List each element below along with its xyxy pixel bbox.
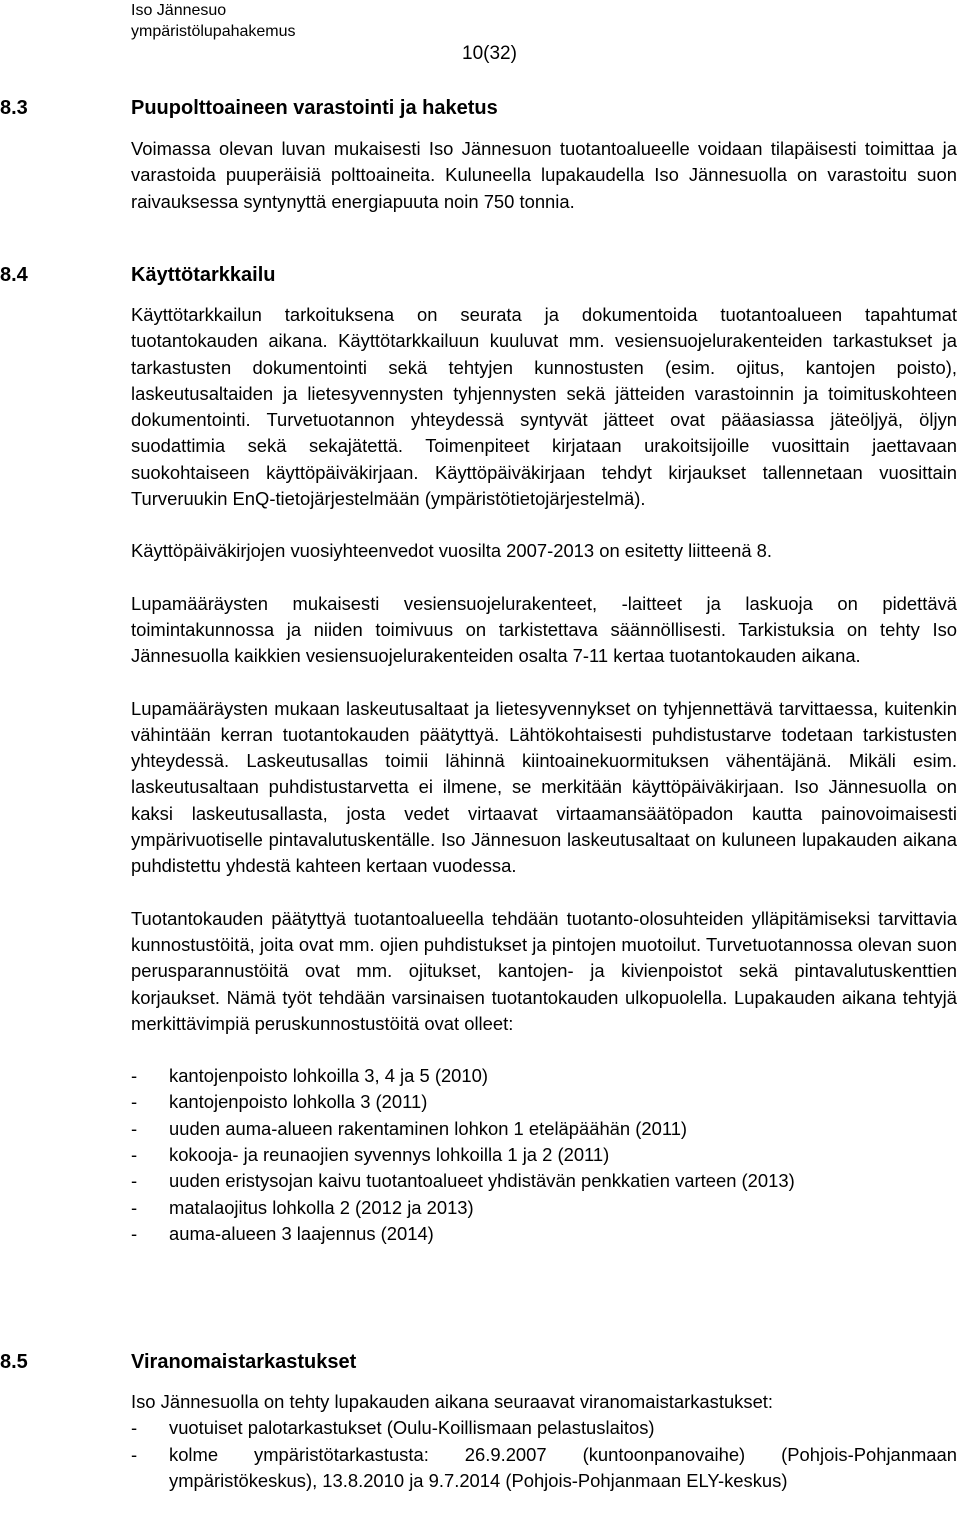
page-number: 10(32) <box>462 43 517 64</box>
section-8-5-body <box>131 1389 957 1494</box>
maintenance-work-list <box>131 1063 957 1247</box>
section-8-4-number: 8.4 <box>0 264 28 286</box>
list-item: - uuden auma-alueen rakentaminen lohkon 1 eteläpäähän (2011) <box>131 1116 957 1142</box>
paragraph: Käyttöpäiväkirjojen vuosiyhteenvedot vuosilta 2007-2013 on esitetty liitteenä 8. <box>131 540 773 562</box>
header-document-type: ympäristölupahakemus <box>131 23 296 40</box>
paragraph: Lupamääräysten mukaisesti vesiensuojelurakenteet, -laitteet ja laskuoja on pidettävä toimintakunnossa ja niiden toimivuus on tarkistettava säännöllisesti. Tarkistuksia on tehty Iso Jännesuolla kaikkien vesiensuojelurakenteiden osalta 7-11 kertaa tuotantokauden aikana. <box>131 592 957 667</box>
list-item: - matalaojitus lohkolla 2 (2012 ja 2013) <box>131 1195 957 1221</box>
list-item: - vuotuiset palotarkastukset (Oulu-Koillismaan pelastuslaitos) <box>131 1415 957 1441</box>
paragraph: Tuotantokauden päätyttyä tuotantoalueella tehdään tuotanto-olosuhteiden ylläpitämiseksi tarvittavia kunnostustöitä, joita ovat mm. ojien puhdistukset ja pintojen muotoilut. Turvetuotannossa olevan suon perusparannustöitä ovat mm. ojitukset, kantojen- ja kivienpoistot sekä pintavalutuskenttien korjaukset. Nämä työt tehdään varsinaisen tuotantokauden ulkopuolella. Lupakauden aikana tehtyjä merkittävimpiä peruskunnostustöitä ovat olleet: <box>131 907 957 1034</box>
paragraph: Iso Jännesuolla on tehty lupakauden aikana seuraavat viranomaistarkastukset: <box>131 1391 774 1412</box>
list-item: - kantojenpoisto lohkoilla 3, 4 ja 5 (2010) <box>131 1063 957 1089</box>
section-8-5-number: 8.5 <box>0 1351 28 1373</box>
inspections-list <box>131 1415 957 1494</box>
list-item: - kokooja- ja reunaojien syvennys lohkoilla 1 ja 2 (2011) <box>131 1142 957 1168</box>
paragraph: Lupamääräysten mukaan laskeutusaltaat ja lietesyvennykset on tyhjennettävä tarvittaessa, kuitenkin vähintään kerran tuotantokauden päätyttyä. Lähtökohtaisesti puhdistustarve todetaan tarkistusten yhteydessä. Laskeutusallas toimii lähinnä kiintoainekuormituksen vähentäjänä. Mikäli esim. laskeutusaltaan puhdistustarvetta ei ilmene, se merkitään käyttöpäiväkirjaan. Iso Jännesuolla on kaksi laskeutusallasta, josta vedet virtaavat virtaamansäätöpadon kautta painovoimaisesti ympärivuotiselle pintavalutuskentälle. Iso Jännesuon laskeutusaltaat on kuluneen lupakauden aikana puhdistettu yhdestä kahteen kertaan vuodessa. <box>131 697 957 877</box>
section-8-3-number: 8.3 <box>0 97 28 119</box>
section-8-4-body <box>131 302 957 1247</box>
section-8-3-paragraph: Voimassa olevan luvan mukaisesti Iso Jännesuon tuotantoalueelle voidaan tilapäisesti toimittaa ja varastoida puuperäisiä polttoaineita. Kuluneella lupakaudella Iso Jännesuolla on varastoitu suon raivauksessa syntynyttä energiapuuta noin 750 tonnia. <box>131 138 957 212</box>
paragraph: Käyttötarkkailun tarkoituksena on seurata ja dokumentoida tuotantoalueen tapahtumat tuotantokauden aikana. Käyttötarkkailuun kuuluvat mm. vesiensuojelurakenteiden tarkastukset ja tarkastusten dokumentointi sekä tehtyjen kunnostusten (esim. ojitus, kantojen poisto), laskeutusaltaiden ja lietesyvennysten tyhjennysten sekä jätteiden varastoinnin ja toimituskohteen dokumentointi. Turvetuotannon yhteydessä syntyvät jätteet ovat pääasiassa jäteöljyä, öljyn suodattimia sekä sekajätettä. Toimenpiteet kirjataan urakoitsijoille vuosittain jaettavaan suokohtaiseen käyttöpäiväkirjaan. Käyttöpäiväkirjaan tehdyt kirjaukset tallennetaan vuosittain Turveruukin EnQ-tietojärjestelmään (ympäristötietojärjestelmä). <box>131 304 957 510</box>
list-item: - kantojenpoisto lohkolla 3 (2011) <box>131 1089 957 1115</box>
section-8-4-title: Käyttötarkkailu <box>131 264 276 286</box>
list-item: - auma-alueen 3 laajennus (2014) <box>131 1221 957 1247</box>
section-8-3-body <box>131 136 957 215</box>
list-item: - uuden eristysojan kaivu tuotantoalueet yhdistävän penkkatien varteen (2013) <box>131 1168 957 1194</box>
section-8-3-title: Puupolttoaineen varastointi ja haketus <box>131 97 498 119</box>
list-item: - kolme ympäristötarkastusta: 26.9.2007 (kuntoonpanovaihe) (Pohjois-Pohjanmaan ympäristökeskus), 13.8.2010 ja 9.7.2014 (Pohjois-Pohjanmaan ELY-keskus) <box>131 1442 957 1495</box>
header-project-name: Iso Jännesuo <box>131 2 227 19</box>
section-8-5-title: Viranomaistarkastukset <box>131 1351 357 1373</box>
document-header <box>131 0 296 42</box>
